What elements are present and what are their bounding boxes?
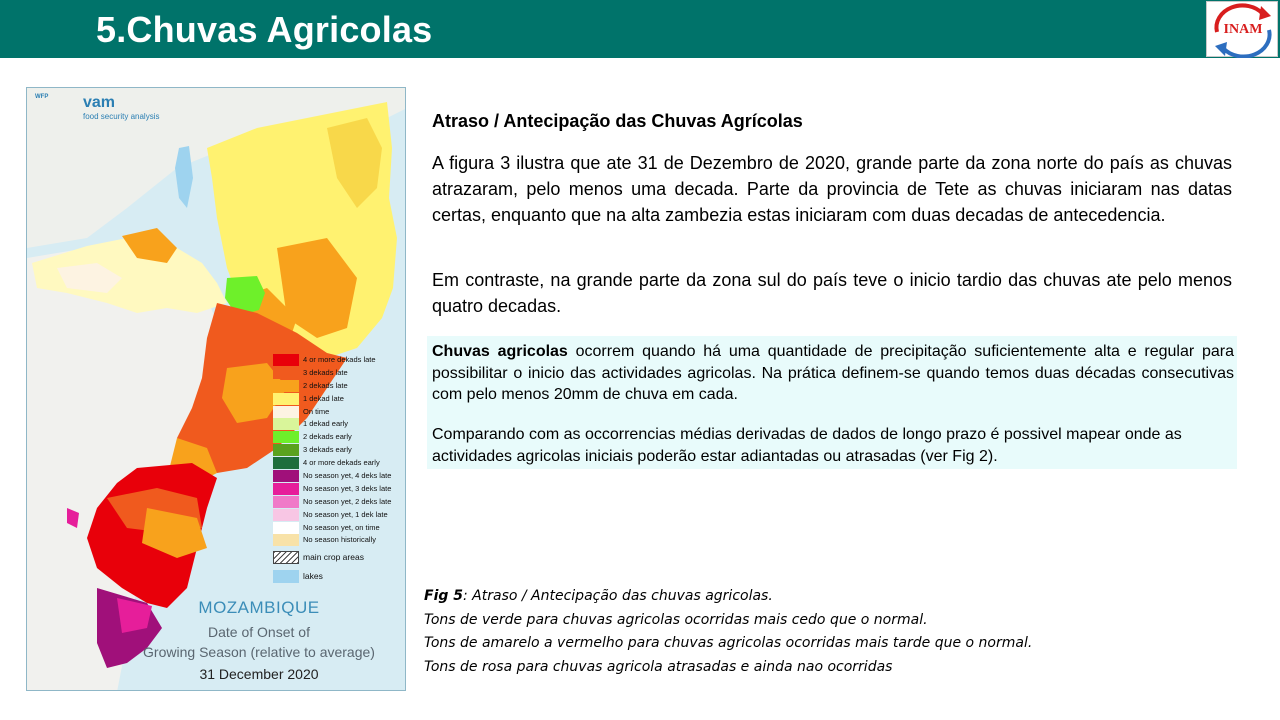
legend-item xyxy=(273,406,406,419)
legend-swatch xyxy=(273,496,299,508)
legend-item xyxy=(273,457,406,470)
lake-swatch xyxy=(273,570,299,583)
figure-caption-line1 xyxy=(424,585,1124,609)
wfp-logo-text: WFP xyxy=(35,94,49,100)
figure-caption xyxy=(424,585,1124,679)
map-date: 31 December 2020 xyxy=(199,666,319,682)
definition-term: Chuvas agricolas xyxy=(432,343,568,360)
legend-item xyxy=(273,367,406,380)
figure-caption-line3: Tons de amarelo a vermelho para chuvas agricolas ocorridas mais tarde que o normal. xyxy=(424,635,1033,651)
page-title: 5.Chuvas Agricolas xyxy=(96,9,433,50)
definition-paragraph xyxy=(432,341,1234,406)
legend-item xyxy=(273,569,406,585)
legend-item xyxy=(273,393,406,406)
legend-label: 3 dekads late xyxy=(303,367,348,377)
legend-swatch xyxy=(273,483,299,495)
legend-label: No season yet, on time xyxy=(303,522,380,532)
legend-label: lakes xyxy=(303,571,323,582)
legend-swatch xyxy=(273,457,299,469)
legend-label: 1 dekad late xyxy=(303,393,344,403)
legend-item xyxy=(273,522,406,535)
legend-label: 4 or more dekads late xyxy=(303,355,376,364)
legend-item xyxy=(273,534,406,547)
legend-label: No season yet, 1 dek late xyxy=(303,509,388,519)
legend-swatch xyxy=(273,522,299,534)
legend-item xyxy=(273,418,406,431)
legend-item xyxy=(273,470,406,483)
legend-swatch xyxy=(273,393,299,405)
paragraph-2: Em contraste, na grande parte da zona sul do país teve o inicio tardio das chuvas ate pelo menos quatro decadas. xyxy=(432,270,1232,316)
section-heading: Atraso / Antecipação das Chuvas Agrícolas xyxy=(432,111,803,131)
legend-swatch xyxy=(273,418,299,430)
legend-label: 3 dekads early xyxy=(303,445,352,455)
legend-item xyxy=(273,483,406,496)
legend-swatch xyxy=(273,367,299,379)
legend-item xyxy=(273,550,406,566)
legend-swatch xyxy=(273,509,299,521)
legend-swatch xyxy=(273,406,299,418)
legend-item xyxy=(273,380,406,393)
figure-caption-line2: Tons de verde para chuvas agricolas ocorridas mais cedo que o normal. xyxy=(424,611,928,628)
figure-label: Fig 5 xyxy=(424,588,463,604)
figure-caption-line4: Tons de rosa para chuvas agricola atrasadas e ainda nao ocorridas xyxy=(424,658,893,675)
map-subtitle-line2: Growing Season (relative to average) xyxy=(143,644,375,660)
paragraph-1: A figura 3 ilustra que ate 31 de Dezembro de 2020, grande parte da zona norte do país as chuvas atrazaram, pelo menos uma decada. Parte da provincia de Tete as chuvas iniciaram nas datas certas, enquanto que na alta zambezia estas iniciaram com duas decadas de antecedencia. xyxy=(432,153,1232,225)
map-figure xyxy=(26,87,406,691)
legend-label: 2 dekads early xyxy=(303,432,352,442)
hatch-swatch xyxy=(273,551,299,564)
inam-logo xyxy=(1206,1,1278,57)
map-country-title: MOZAMBIQUE xyxy=(198,598,320,617)
legend-swatch xyxy=(273,444,299,456)
legend-item xyxy=(273,496,406,509)
map-legend xyxy=(273,354,406,585)
legend-swatch xyxy=(273,534,299,546)
vam-subtitle: food security analysis xyxy=(83,112,160,121)
legend-label: 2 dekads late xyxy=(303,380,348,390)
figure-caption-first: : Atraso / Antecipação das chuvas agricolas. xyxy=(463,588,773,604)
comparison-paragraph: Comparando com as occorrencias médias derivadas de dados de longo prazo é possivel mapear onde as actividades agricolas iniciais poderão estar adiantadas ou atrasadas (ver Fig 2). xyxy=(432,426,1182,465)
legend-item xyxy=(273,431,406,444)
legend-label: No season yet, 3 deks late xyxy=(303,483,392,493)
legend-swatch xyxy=(273,354,299,366)
legend-item xyxy=(273,354,406,367)
legend-label: No season yet, 4 deks late xyxy=(303,471,392,481)
header-bar xyxy=(0,0,1280,58)
legend-item xyxy=(273,509,406,522)
legend-swatch xyxy=(273,470,299,482)
legend-label: 1 dekad early xyxy=(303,419,349,429)
legend-label: No season yet, 2 deks late xyxy=(303,496,392,506)
legend-swatch xyxy=(273,431,299,443)
legend-label: No season historically xyxy=(303,535,376,545)
legend-item xyxy=(273,444,406,457)
legend-label: main crop areas xyxy=(303,552,364,563)
legend-label: On time xyxy=(303,406,330,416)
logo-text: INAM xyxy=(1223,22,1263,37)
legend-label: 4 or more dekads early xyxy=(303,458,380,468)
legend-swatch xyxy=(273,380,299,392)
vam-brand: vam xyxy=(83,94,116,111)
map-subtitle-line1: Date of Onset of xyxy=(208,624,310,640)
definition-text: ocorrem quando há uma quantidade de precipitação suficientemente alta e regular para possibilitar o inicio das actividades agricolas. Na prática definem-se quando temos duas décadas consecutivas com pelo menos 20mm de chuva em cada. xyxy=(432,343,1235,403)
